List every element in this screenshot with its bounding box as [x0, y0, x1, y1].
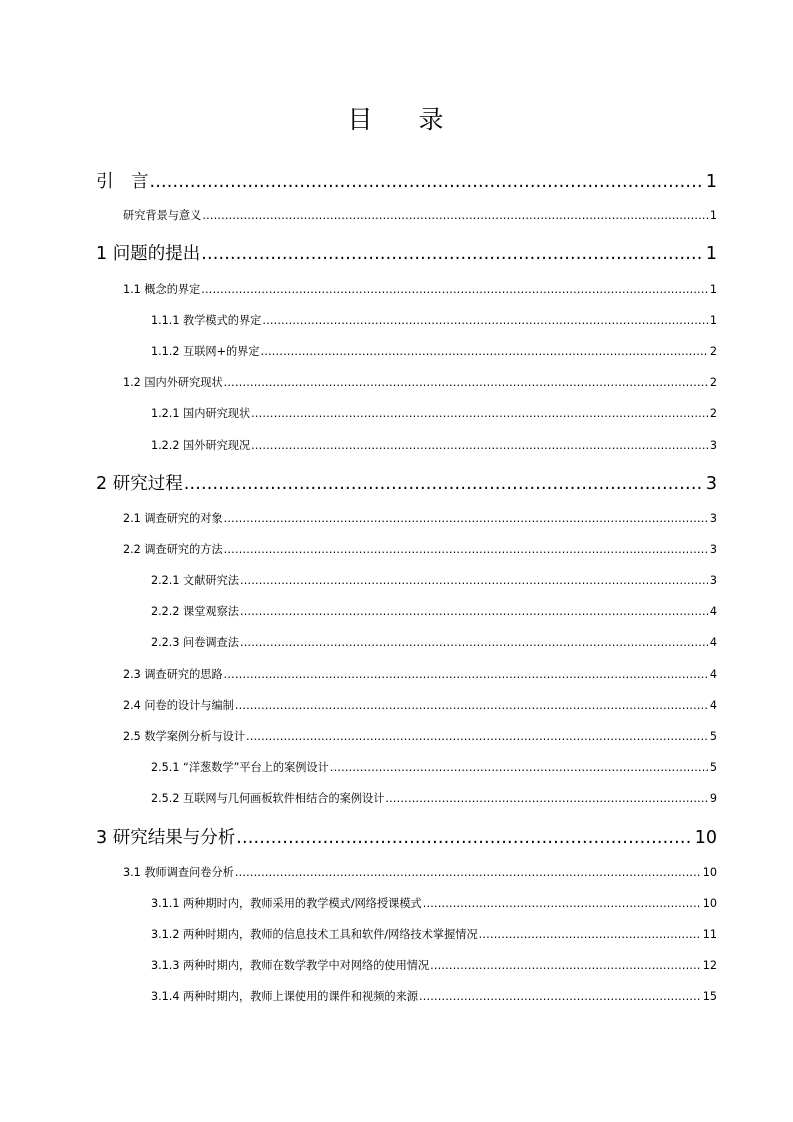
toc-leader-dots	[261, 345, 708, 358]
toc-leader-dots	[235, 699, 708, 712]
toc-leader-dots	[479, 928, 701, 941]
toc-entry-label: 1.1 概念的界定	[123, 283, 201, 296]
toc-entry-1-1-1[interactable]	[151, 312, 717, 328]
toc-entry-3-1-4[interactable]	[151, 988, 717, 1004]
toc-leader-dots	[430, 959, 701, 972]
toc-leader-dots	[202, 209, 708, 222]
toc-leader-dots	[224, 668, 708, 681]
toc-entry-label: 2.5.1 “洋葱数学”平台上的案例设计	[151, 761, 329, 774]
toc-entry-label: 3 研究结果与分析	[96, 828, 236, 848]
toc-entry-2-5-2[interactable]	[151, 790, 717, 806]
toc-entry-page: 11	[702, 928, 717, 941]
toc-entry-2-1[interactable]	[123, 510, 717, 526]
toc-entry-3-1-1[interactable]	[151, 895, 717, 911]
toc-entry-label: 2.5.2 互联网与几何画板软件相结合的案例设计	[151, 792, 385, 805]
toc-leader-dots	[385, 792, 707, 805]
toc-entry-label: 3.1.2 两种时期内，教师的信息技术工具和软件/网络技术掌握情况	[151, 928, 478, 941]
toc-entry-page: 1	[709, 314, 717, 327]
toc-leader-dots	[224, 543, 708, 556]
toc-entry-chapter-1[interactable]	[96, 240, 717, 264]
toc-entry-page: 5	[709, 730, 717, 743]
toc-entry-1-1[interactable]	[123, 281, 717, 297]
toc-entry-2-5-1[interactable]	[151, 759, 717, 775]
toc-entry-page: 3	[709, 543, 717, 556]
toc-entry-2-3[interactable]	[123, 666, 717, 682]
toc-entry-label: 引 言	[96, 172, 149, 192]
toc-entry-label: 1.1.1 教学模式的界定	[151, 314, 262, 327]
toc-entry-page: 3	[709, 512, 717, 525]
toc-entry-3-1[interactable]	[123, 864, 717, 880]
toc-entry-label: 2.3 调查研究的思路	[123, 668, 223, 681]
toc-entry-page: 3	[705, 474, 717, 494]
toc-entry-label: 2.2.3 问卷调查法	[151, 636, 239, 649]
toc-entry-chapter-2[interactable]	[96, 470, 717, 494]
toc-entry-page: 3	[709, 439, 717, 452]
toc-entry-page: 2	[709, 376, 717, 389]
toc-leader-dots	[235, 866, 701, 879]
toc-entry-label: 3.1.1 两种期时内，教师采用的教学模式/网络授课模式	[151, 897, 422, 910]
toc-entry-chapter-3[interactable]	[96, 824, 717, 848]
toc-leader-dots	[423, 897, 701, 910]
toc-entry-page: 5	[709, 761, 717, 774]
toc-entry-1-2[interactable]	[123, 374, 717, 390]
toc-entry-page: 2	[709, 407, 717, 420]
toc-entry-2-4[interactable]	[123, 697, 717, 713]
toc-entry-label: 1.2 国内外研究现状	[123, 376, 223, 389]
toc-leader-dots	[330, 761, 708, 774]
toc-entry-label: 1 问题的提出	[96, 244, 201, 264]
toc-entry-label: 2.5 数学案例分析与设计	[123, 730, 246, 743]
toc-leader-dots	[184, 474, 704, 494]
toc-entry-page: 3	[709, 574, 717, 587]
toc-entry-page: 1	[709, 283, 717, 296]
toc-entry-2-2[interactable]	[123, 541, 717, 557]
toc-leader-dots	[201, 244, 704, 264]
toc-entry-page: 10	[702, 897, 717, 910]
toc-entry-2-2-1[interactable]	[151, 572, 717, 588]
toc-entry-page: 10	[694, 828, 717, 848]
toc-leader-dots	[251, 439, 708, 452]
toc-entry-page: 10	[702, 866, 717, 879]
toc-entry-1-1-2[interactable]	[151, 343, 717, 359]
toc-entry-label: 2.2.1 文献研究法	[151, 574, 239, 587]
toc-entry-label: 3.1.4 两种时期内，教师上课使用的课件和视频的来源	[151, 990, 418, 1003]
toc-entry-label: 2 研究过程	[96, 474, 183, 494]
toc-entry-label: 2.1 调查研究的对象	[123, 512, 223, 525]
toc-entry-page: 1	[705, 244, 717, 264]
toc-leader-dots	[236, 828, 693, 848]
toc-title-char-2: 录	[418, 105, 446, 134]
toc-leader-dots	[201, 283, 708, 296]
toc-entry-label: 1.2.2 国外研究现况	[151, 439, 251, 452]
toc-entry-label: 1.2.1 国内研究现状	[151, 407, 251, 420]
toc-leader-dots	[224, 376, 708, 389]
toc-entry-3-1-3[interactable]	[151, 957, 717, 973]
toc-entry-page: 12	[702, 959, 717, 972]
toc-entry-page: 15	[702, 990, 717, 1003]
toc-entry-page: 9	[709, 792, 717, 805]
toc-entry-page: 1	[709, 209, 717, 222]
toc-entry-page: 2	[709, 345, 717, 358]
toc-entry-page: 4	[709, 636, 717, 649]
toc-entry-page: 4	[709, 699, 717, 712]
toc-leader-dots	[246, 730, 708, 743]
toc-leader-dots	[262, 314, 708, 327]
toc-leader-dots	[419, 990, 701, 1003]
toc-entry-label: 研究背景与意义	[123, 209, 202, 222]
toc-entry-1-2-1[interactable]	[151, 405, 717, 421]
toc-entry-2-2-3[interactable]	[151, 634, 717, 650]
toc-entry-3-1-2[interactable]	[151, 926, 717, 942]
toc-entry-label: 3.1 教师调查问卷分析	[123, 866, 234, 879]
toc-entry-page: 4	[709, 668, 717, 681]
toc-leader-dots	[240, 636, 708, 649]
toc-leader-dots	[240, 605, 708, 618]
toc-entry-label: 2.2 调查研究的方法	[123, 543, 223, 556]
toc-leader-dots	[240, 574, 708, 587]
toc-entry-2-2-2[interactable]	[151, 603, 717, 619]
toc-entry-1-2-2[interactable]	[151, 437, 717, 453]
toc-entry-intro[interactable]	[96, 168, 717, 192]
toc-leader-dots	[224, 512, 708, 525]
toc-entry-page: 4	[709, 605, 717, 618]
toc-leader-dots	[150, 172, 704, 192]
toc-entry-label: 2.4 问卷的设计与编制	[123, 699, 234, 712]
toc-leader-dots	[251, 407, 708, 420]
toc-entry-page: 1	[705, 172, 717, 192]
toc-entry-background[interactable]	[123, 207, 717, 223]
toc-title-char-1: 目	[347, 105, 375, 134]
toc-entry-label: 1.1.2 互联网+的界定	[151, 345, 260, 358]
toc-entry-label: 2.2.2 课堂观察法	[151, 605, 239, 618]
toc-entry-label: 3.1.3 两种时期内，教师在数学教学中对网络的使用情况	[151, 959, 430, 972]
toc-entry-2-5[interactable]	[123, 728, 717, 744]
